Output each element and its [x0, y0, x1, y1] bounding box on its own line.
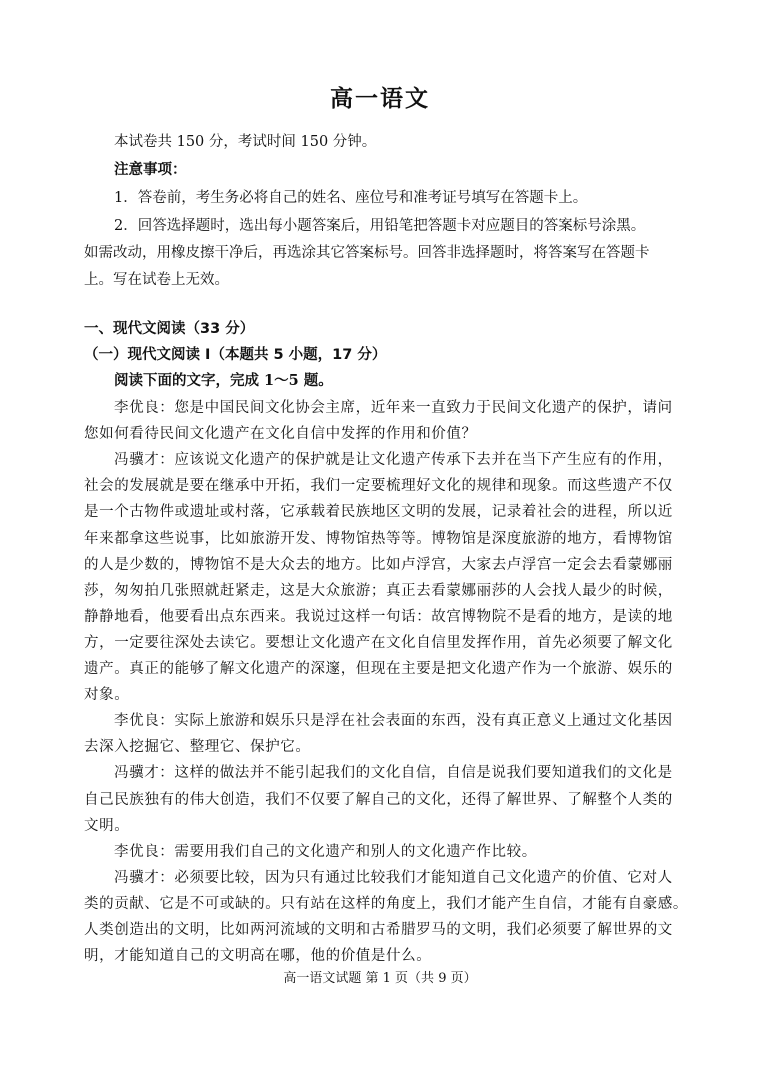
reading-instruction: 阅读下面的文字，完成 1～5 题。: [114, 372, 333, 389]
passage-line: 文明。: [84, 817, 130, 834]
passage-line: 莎，匆匆拍几张照就赶紧走，这是大众旅游；真正去看蒙娜丽莎的人会找人最少的时候，: [84, 582, 673, 599]
passage-line: 李优良：需要用我们自己的文化遗产和别人的文化遗产作比较。: [114, 843, 537, 860]
passage-line: 冯骥才：应该说文化遗产的保护就是让文化遗产传承下去并在当下产生应有的作用，: [114, 452, 673, 469]
notice-heading: 注意事项：: [114, 161, 187, 178]
section-heading: 一、现代文阅读（33 分）: [84, 321, 255, 337]
notice-item-2-line: 上。写在试卷上无效。: [84, 272, 229, 288]
passage-line: 社会的发展就是要在继承中开拓，我们一定要梳理好文化的规律和现象。而这些遗产不仅: [84, 478, 673, 495]
passage-line: 方，一定要往深处去读它。要想让文化遗产在文化自信里发挥作用，首先必须要了解文化: [84, 634, 673, 651]
notice-item-2-line: 2．回答选择题时，选出每小题答案后，用铅笔把答题卡对应题目的答案标号涂黑。: [114, 218, 646, 234]
passage-line: 类的贡献、它是不可或缺的。只有站在这样的角度上，我们才能产生自信，才能有自豪感。: [84, 895, 688, 912]
sub-section-heading: （一）现代文阅读 I（本题共 5 小题，17 分）: [84, 347, 387, 363]
passage-line: 遗产。真正的能够了解文化遗产的深邃，但现在主要是把文化遗产作为一个旅游、娱乐的: [84, 661, 673, 677]
passage-line: 李优良：实际上旅游和娱乐只是浮在社会表面的东西，没有真正意义上通过文化基因: [114, 713, 673, 730]
passage-line: 李优良：您是中国民间文化协会主席，近年来一直致力于民间文化遗产的保护，请问: [114, 400, 673, 416]
passage-line: 去深入挖掘它、整理它、保护它。: [84, 739, 311, 756]
passage-line: 自己民族独有的伟大创造，我们不仅要了解自己的文化，还得了解世界、了解整个人类的: [84, 791, 673, 808]
notice-item-1: 1．答卷前，考生务必将自己的姓名、座位号和准考证号填写在答题卡上。: [114, 190, 588, 206]
exam-info: 本试卷共 150 分，考试时间 150 分钟。: [114, 134, 377, 150]
passage-line: 明，才能知道自己的文明高在哪，他的价值是什么。: [84, 948, 432, 965]
page-footer: 高一语文试题 第 1 页（共 9 页）: [283, 971, 477, 986]
passage-line: 静静地看，他要看出点东西来。我说过这样一句话：故宫博物院不是看的地方，是读的地: [84, 608, 673, 625]
passage-line: 人类创造出的文明，比如两河流域的文明和古希腊罗马的文明，我们必须要了解世界的文: [84, 922, 673, 938]
passage-line: 年来都拿这些说事，比如旅游开发、博物馆热等等。博物馆是深度旅游的地方，看博物馆: [84, 530, 673, 547]
passage-line: 冯骥才：这样的做法并不能引起我们的文化自信，自信是说我们要知道我们的文化是: [114, 765, 673, 782]
notice-item-2-line: 如需改动，用橡皮擦干净后，再选涂其它答案标号。回答非选择题时，将答案写在答题卡: [84, 245, 650, 261]
passage-line: 是一个古物件或遗址或村落，它承载着民族地区文明的发展，记录着社会的进程，所以近: [84, 504, 673, 521]
passage-line: 冯骥才：必须要比较，因为只有通过比较我们才能知道自己文化遗产的价值、它对人: [114, 869, 673, 886]
page-title: 高一语文: [330, 85, 430, 112]
passage-line: 您如何看待民间文化遗产在文化自信中发挥的作用和价值？: [84, 426, 477, 443]
passage-line: 的人是少数的，博物馆不是大众去的地方。比如卢浮宫，大家去卢浮宫一定会去看蒙娜丽: [84, 556, 673, 573]
passage-line: 对象。: [84, 687, 130, 704]
